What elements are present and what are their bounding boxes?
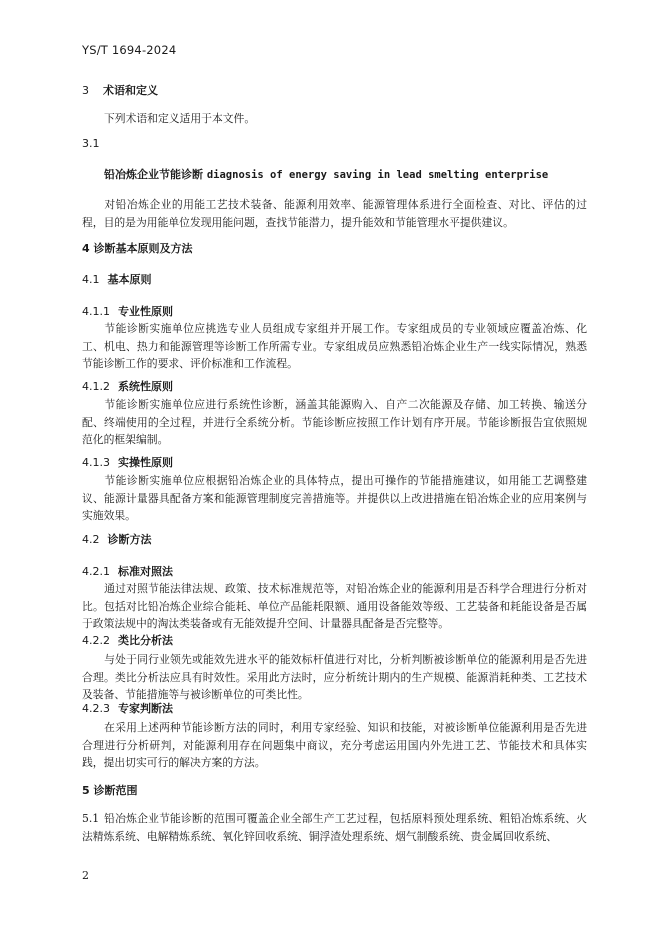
clause-4-1-3-body: [82, 472, 587, 525]
clause-4-2-3-body: [82, 719, 587, 772]
clause-5-1-text: 铅冶炼企业节能诊断的范围可覆盖企业全部生产工艺过程，包括原料预处理系统、粗铅冶炼系统、火法精炼系统、电解精炼系统、氧化锌回收系统、铜浮渣处理系统、烟气制酸系统、贵金属回收系统、: [82, 812, 587, 843]
clause-4-1-2-title: 系统性原则: [118, 380, 173, 393]
clause-4-1-1-text: 节能诊断实施单位应挑选专业人员组成专家组并开展工作。专家组成员的专业领域应覆盖冶炼、化工、机电、热力和能源管理等诊断工作所需专业。专家组成员应熟悉铅冶炼企业生产一线实际情况，熟悉节能诊断工作的要求、评价标准和工作流程。: [82, 322, 587, 370]
clause-3-1-number: 3.1: [82, 137, 100, 150]
clause-4-1-2-body: [82, 396, 587, 449]
clause-4-1-2-heading: [82, 378, 173, 394]
section-3-number: 3: [82, 84, 89, 97]
clause-4-1-3-title: 实操性原则: [118, 456, 173, 469]
clause-4-1-1-heading: [82, 303, 173, 319]
clause-4-1-1-body: [82, 320, 587, 373]
section-5-heading: 5 诊断范围: [82, 784, 138, 797]
clause-4-1-3-heading: [82, 454, 173, 470]
clause-4-1-1-title: 专业性原则: [118, 305, 173, 318]
clause-4-2-2-body: [82, 651, 587, 704]
term-chinese: 铅冶炼企业节能诊断: [104, 168, 203, 181]
clause-4-2-1-heading: [82, 563, 173, 579]
clause-4-2-1-text: 通过对照节能法律法规、政策、技术标准规范等，对铅冶炼企业的能源利用是否科学合理进行分析对比。包括对比铅冶炼企业综合能耗、单位产品能耗限额、通用设备能效等级、工艺装备和耗能设备是否属于政策法规中的淘汰类装备或有无能效提升空间、计量器具配备是否完整等。: [82, 582, 587, 630]
clause-4-1-1-number: 4.1.1: [82, 305, 110, 318]
clause-4-2-2-title: 类比分析法: [118, 634, 173, 647]
clause-4-2-3-number: 4.2.3: [82, 702, 110, 715]
clause-4-2-2-text: 与处于同行业领先或能效先进水平的能效标杆值进行对比，分析判断被诊断单位的能源利用是否先进合理。类比分析法应具有时效性。采用此方法时，应分析统计期内的生产规模、能源消耗种类、工艺技术及装备、节能措施等与被诊断单位的可类比性。: [82, 653, 587, 701]
term-definition-text: 对铅冶炼企业的用能工艺技术装备、能源利用效率、能源管理体系进行全面检查、对比、评估的过程，目的是为用能单位发现用能问题，查找节能潜力，提升能效和节能管理水平提供建议。: [82, 198, 587, 229]
clause-4-1-2-text: 节能诊断实施单位应进行系统性诊断，涵盖其能源购入、自产二次能源及存储、加工转换、输送分配、终端使用的全过程，并进行全系统分析。节能诊断应按照工作计划有序开展。节能诊断报告宜依照规范化的框架编制。: [82, 398, 587, 446]
clause-4-1-heading: [82, 271, 152, 287]
clause-4-2-3-heading: [82, 700, 173, 716]
clause-4-2-3-text: 在采用上述两种节能诊断方法的同时，利用专家经验、知识和技能，对被诊断单位能源利用是否先进合理进行分析研判，对能源利用存在问题集中商议，充分考虑运用国内外先进工艺、节能技术和具体实践，提出切实可行的解决方案的方法。: [82, 721, 587, 769]
clause-5-1-body: [82, 810, 587, 845]
clause-4-2-2-number: 4.2.2: [82, 634, 110, 647]
clause-4-2-1-body: [82, 580, 587, 633]
section-3-intro-text: 下列术语和定义适用于本文件。: [104, 112, 256, 125]
section-3-heading: [82, 82, 158, 98]
standard-code-header: YS/T 1694-2024: [82, 43, 177, 57]
clause-4-2-1-number: 4.2.1: [82, 565, 110, 578]
clause-4-1-2-number: 4.1.2: [82, 380, 110, 393]
clause-4-2-title: 诊断方法: [107, 533, 152, 546]
clause-4-1-3-text: 节能诊断实施单位应根据铅冶炼企业的具体特点，提出可操作的节能措施建议，如用能工艺调整建议、能源计量器具配备方案和能源管理制度完善措施等。并提供以上改进措施在铅冶炼企业的应用案例与实施效果。: [82, 474, 587, 522]
clause-4-2-2-heading: [82, 632, 173, 648]
section-3-title: 术语和定义: [103, 84, 158, 97]
page-number: 2: [82, 869, 89, 882]
clause-4-2-heading: [82, 531, 152, 547]
clause-4-1-number: 4.1: [82, 273, 100, 286]
term-definition: [82, 196, 587, 231]
clause-4-2-3-title: 专家判断法: [118, 702, 173, 715]
section-4-heading: 4 诊断基本原则及方法: [82, 242, 193, 255]
clause-4-2-1-title: 标准对照法: [118, 565, 173, 578]
section-3-intro: [82, 110, 587, 128]
clause-5-1-number: 5.1: [82, 812, 100, 825]
clause-4-1-title: 基本原则: [107, 273, 152, 286]
clause-4-1-3-number: 4.1.3: [82, 456, 110, 469]
clause-4-2-number: 4.2: [82, 533, 100, 546]
term-heading: [104, 166, 548, 182]
term-english: diagnosis of energy saving in lead smelting enterprise: [206, 169, 549, 181]
